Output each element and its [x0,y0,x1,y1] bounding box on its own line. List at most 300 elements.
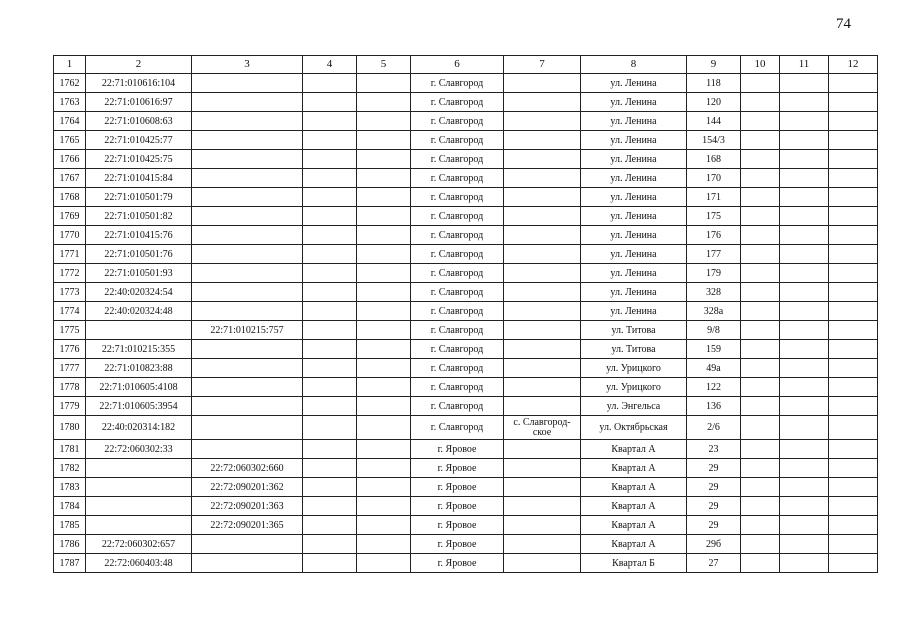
table-cell [780,169,829,188]
table-cell [303,150,357,169]
table-cell [192,112,303,131]
table-cell [829,359,878,378]
table-cell: 1772 [54,264,86,283]
table-cell [192,188,303,207]
table-cell: 1777 [54,359,86,378]
table-cell [780,93,829,112]
column-header: 12 [829,56,878,74]
column-header: 1 [54,56,86,74]
table-cell: ул. Ленина [581,93,687,112]
table-cell [357,169,411,188]
table-cell: 1786 [54,535,86,554]
table-cell: г. Яровое [411,535,504,554]
table-cell [741,497,780,516]
table-cell: ул. Октябрьская [581,416,687,440]
table-cell [357,535,411,554]
table-cell: 1771 [54,245,86,264]
table-cell [829,74,878,93]
table-cell: ул. Урицкого [581,359,687,378]
table-cell: г. Славгород [411,378,504,397]
table-cell: 29 [687,478,741,497]
table-cell [192,264,303,283]
column-header: 7 [504,56,581,74]
table-cell [192,169,303,188]
table-cell: г. Яровое [411,459,504,478]
table-cell: 22:72:060302:33 [86,440,192,459]
table-cell [741,188,780,207]
table-cell: ул. Ленина [581,302,687,321]
table-cell [357,478,411,497]
table-cell [303,245,357,264]
table-cell [504,302,581,321]
table-cell [303,93,357,112]
table-cell: г. Славгород [411,207,504,226]
table-cell [780,359,829,378]
table-cell [357,359,411,378]
table-cell [504,554,581,573]
table-cell [829,283,878,302]
table-cell: 1780 [54,416,86,440]
table-cell [741,131,780,150]
table-cell: 2/6 [687,416,741,440]
table-cell: г. Славгород [411,93,504,112]
table-cell: 22:71:010415:84 [86,169,192,188]
table-cell [303,74,357,93]
table-cell [504,245,581,264]
table-cell: 22:71:010501:93 [86,264,192,283]
table-row [54,478,878,497]
table-row [54,497,878,516]
table-cell: 22:40:020314:182 [86,416,192,440]
table-cell: 154/3 [687,131,741,150]
table-row [54,169,878,188]
table-cell [504,321,581,340]
table-cell: ул. Ленина [581,74,687,93]
table-cell [741,169,780,188]
table-cell [741,264,780,283]
table-cell [504,112,581,131]
table-row [54,397,878,416]
table-cell [741,226,780,245]
table-cell [357,440,411,459]
table-cell [357,497,411,516]
table-cell: ул. Ленина [581,283,687,302]
table-cell [829,440,878,459]
table-cell: 22:71:010608:63 [86,112,192,131]
table-row [54,302,878,321]
table-cell: 1767 [54,169,86,188]
table-cell: ул. Ленина [581,207,687,226]
table-cell [741,302,780,321]
table-cell [741,359,780,378]
table-cell [829,169,878,188]
table-cell [780,459,829,478]
table-cell [192,554,303,573]
table-cell: г. Славгород [411,264,504,283]
column-header: 8 [581,56,687,74]
table-cell [357,264,411,283]
table-cell: 1783 [54,478,86,497]
table-cell [357,416,411,440]
table-cell [504,397,581,416]
table-cell [780,478,829,497]
table-cell: 118 [687,74,741,93]
table-cell [741,554,780,573]
table-cell: 1774 [54,302,86,321]
table-cell [357,74,411,93]
table-row [54,131,878,150]
table-cell: 22:71:010415:76 [86,226,192,245]
table-cell [741,207,780,226]
table-cell: Квартал А [581,535,687,554]
table-cell [829,516,878,535]
table-cell: г. Славгород [411,74,504,93]
table-cell [829,245,878,264]
table-cell [780,535,829,554]
table-cell [829,397,878,416]
table-cell [829,478,878,497]
table-cell: ул. Ленина [581,188,687,207]
table-cell: 170 [687,169,741,188]
table-cell [504,340,581,359]
table-row [54,112,878,131]
table-cell: 22:71:010425:77 [86,131,192,150]
table-cell [780,340,829,359]
table-cell: г. Яровое [411,478,504,497]
table-cell [303,554,357,573]
table-cell: 176 [687,226,741,245]
table-cell: 1785 [54,516,86,535]
table-cell [780,416,829,440]
table-cell [303,535,357,554]
table-cell [504,459,581,478]
table-cell: 22:72:090201:363 [192,497,303,516]
table-cell [303,207,357,226]
table-cell [192,283,303,302]
table-cell [303,112,357,131]
table-cell [357,378,411,397]
table-cell: 177 [687,245,741,264]
table-cell: г. Яровое [411,497,504,516]
table-row [54,150,878,169]
table-cell [192,150,303,169]
table-cell [303,169,357,188]
table-cell [504,207,581,226]
table-cell [780,188,829,207]
table-cell [741,459,780,478]
table-cell: г. Славгород [411,150,504,169]
table-cell [504,188,581,207]
table-row [54,264,878,283]
table-cell [357,131,411,150]
table-cell: 144 [687,112,741,131]
table-cell [780,321,829,340]
table-cell [741,245,780,264]
table-cell [303,264,357,283]
table-cell [303,302,357,321]
table-cell [86,459,192,478]
table-cell [780,440,829,459]
table-row [54,74,878,93]
table-row [54,245,878,264]
table-cell [192,440,303,459]
table-cell: 22:72:090201:365 [192,516,303,535]
table-cell [829,150,878,169]
table-cell: г. Яровое [411,440,504,459]
table-cell: 1775 [54,321,86,340]
table-cell [357,112,411,131]
table-cell [192,416,303,440]
table-cell [780,302,829,321]
table-cell: 22:71:010215:355 [86,340,192,359]
table-row [54,207,878,226]
table-cell [192,226,303,245]
table-cell: ул. Ленина [581,131,687,150]
table-cell: 27 [687,554,741,573]
table-cell [829,226,878,245]
table-cell: г. Славгород [411,169,504,188]
table-cell [192,245,303,264]
table-cell [741,535,780,554]
table-cell [829,321,878,340]
table-cell [829,131,878,150]
column-header: 11 [780,56,829,74]
table-cell [504,497,581,516]
table-cell [192,74,303,93]
table-header-row [54,56,878,74]
table-cell: г. Славгород [411,359,504,378]
table-cell: 22:72:060302:657 [86,535,192,554]
table-cell: г. Славгород [411,416,504,440]
table-cell: Квартал Б [581,554,687,573]
table-cell [741,321,780,340]
table-cell: 22:71:010605:3954 [86,397,192,416]
table-cell: 175 [687,207,741,226]
table-cell: 1776 [54,340,86,359]
table-cell [829,302,878,321]
table-cell: 22:71:010425:75 [86,150,192,169]
table-cell: ул. Ленина [581,245,687,264]
table-row [54,459,878,478]
table-cell [303,131,357,150]
table-cell [741,516,780,535]
table-cell: ул. Ленина [581,169,687,188]
table-cell [504,359,581,378]
table-cell: 179 [687,264,741,283]
table-cell [741,340,780,359]
table-row [54,359,878,378]
table-cell [780,264,829,283]
table-cell: 1762 [54,74,86,93]
table-cell [829,459,878,478]
table-cell [86,516,192,535]
table-cell: Квартал А [581,478,687,497]
table-row [54,93,878,112]
table-cell [504,150,581,169]
table-cell [303,516,357,535]
table-cell [192,207,303,226]
column-header: 4 [303,56,357,74]
table-cell: Квартал А [581,497,687,516]
column-header: 2 [86,56,192,74]
table-row [54,226,878,245]
table-cell [741,416,780,440]
table-cell [86,321,192,340]
table-cell [780,283,829,302]
table-cell: 168 [687,150,741,169]
page-number: 74 [836,16,851,32]
table-cell [780,74,829,93]
table-cell: 29 [687,497,741,516]
column-header: 3 [192,56,303,74]
table-cell: 22:72:060403:48 [86,554,192,573]
table-cell [829,264,878,283]
table-cell: Квартал А [581,459,687,478]
table-cell [357,188,411,207]
table-cell: г. Славгород [411,226,504,245]
table-cell [357,283,411,302]
table-cell [192,302,303,321]
table-cell: ул. Энгельса [581,397,687,416]
column-header: 5 [357,56,411,74]
table-cell: 22:72:090201:362 [192,478,303,497]
register-table [53,55,878,573]
table-cell: 1766 [54,150,86,169]
table-cell [741,397,780,416]
table-cell [741,112,780,131]
table-cell [829,497,878,516]
table-cell [829,93,878,112]
table-cell: ул. Титова [581,321,687,340]
table-cell [357,340,411,359]
table-cell [357,554,411,573]
table-cell [504,283,581,302]
table-cell [303,478,357,497]
table-cell [192,93,303,112]
table-cell [829,378,878,397]
table-cell [192,340,303,359]
table-cell [303,359,357,378]
table-cell: 29 [687,459,741,478]
table-cell [357,459,411,478]
table-row [54,378,878,397]
table-cell [829,554,878,573]
table-cell [504,131,581,150]
table-cell: ул. Ленина [581,264,687,283]
table-cell: 1787 [54,554,86,573]
table-cell: 120 [687,93,741,112]
table-cell: 29б [687,535,741,554]
table-cell: 22:71:010616:97 [86,93,192,112]
table-cell [741,150,780,169]
table-cell: с. Славгород-ское [504,416,581,440]
table-cell [192,378,303,397]
table-cell: 1764 [54,112,86,131]
table-cell: г. Славгород [411,302,504,321]
table-row [54,440,878,459]
table-cell [829,112,878,131]
table-cell [303,340,357,359]
table-cell [780,554,829,573]
table-cell [780,245,829,264]
table-cell [741,93,780,112]
table-cell: 159 [687,340,741,359]
table-cell: г. Славгород [411,245,504,264]
column-header: 10 [741,56,780,74]
table-cell: ул. Титова [581,340,687,359]
table-cell [780,207,829,226]
table-cell [741,283,780,302]
table-cell [741,378,780,397]
table-cell: 23 [687,440,741,459]
table-cell: г. Славгород [411,112,504,131]
table-cell [741,478,780,497]
table-cell: 22:72:060302:660 [192,459,303,478]
table-cell: 1784 [54,497,86,516]
table-row [54,554,878,573]
table-cell [741,74,780,93]
table-cell [357,516,411,535]
table-cell: 1782 [54,459,86,478]
table-cell [780,516,829,535]
table-cell: г. Яровое [411,554,504,573]
table-cell: ул. Ленина [581,226,687,245]
table-cell [504,169,581,188]
table-cell [829,340,878,359]
table-cell [303,283,357,302]
table-cell: г. Славгород [411,397,504,416]
table-cell: 49а [687,359,741,378]
table-cell [504,74,581,93]
table-cell [357,321,411,340]
table-row [54,321,878,340]
table-cell: 1778 [54,378,86,397]
table-cell: 1773 [54,283,86,302]
table-cell: 22:71:010215:757 [192,321,303,340]
table-cell [504,535,581,554]
table-cell: 22:71:010616:104 [86,74,192,93]
table-cell: г. Славгород [411,188,504,207]
table-cell [357,302,411,321]
table-cell: Квартал А [581,516,687,535]
table-cell [780,226,829,245]
table-cell [303,459,357,478]
table-cell [303,378,357,397]
column-header: 9 [687,56,741,74]
table-cell [504,226,581,245]
table-cell [192,397,303,416]
table-cell: г. Славгород [411,321,504,340]
table-cell: 1770 [54,226,86,245]
table-cell: 1769 [54,207,86,226]
table-cell [504,378,581,397]
table-cell: 22:40:020324:54 [86,283,192,302]
table-cell [780,112,829,131]
table-cell [192,359,303,378]
table-cell: 22:71:010823:88 [86,359,192,378]
table-cell: 9/8 [687,321,741,340]
table-cell [829,535,878,554]
table-cell: 22:40:020324:48 [86,302,192,321]
table-cell [192,535,303,554]
table-cell [780,378,829,397]
table-cell [829,207,878,226]
table-cell [303,440,357,459]
table-cell [504,264,581,283]
table-row [54,416,878,440]
table-cell [780,150,829,169]
column-header: 6 [411,56,504,74]
